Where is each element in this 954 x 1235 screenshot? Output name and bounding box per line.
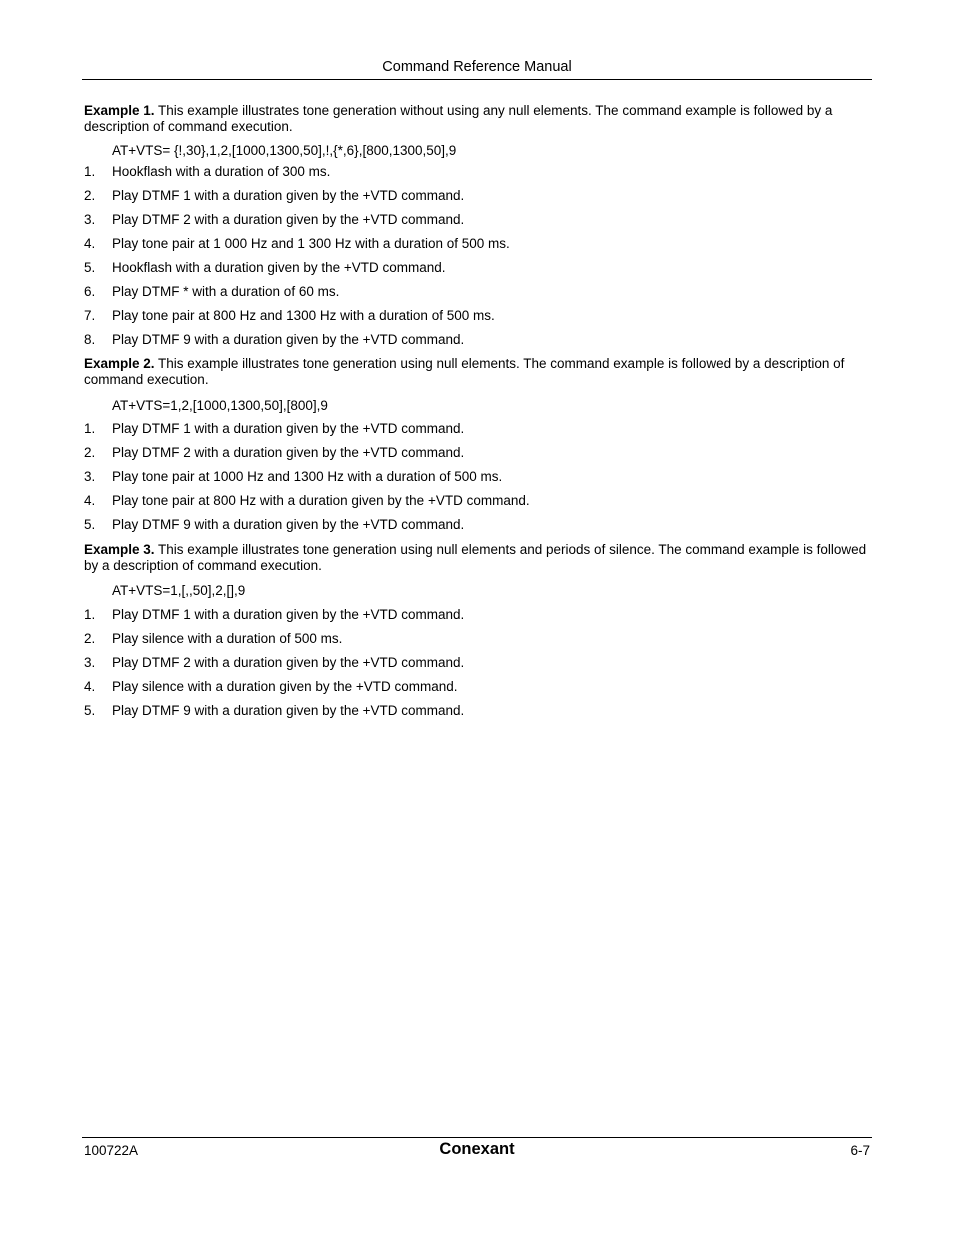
list-item: [84, 332, 872, 348]
list-text: Hookflash with a duration given by the +VTD command.: [112, 260, 446, 275]
list-item: [84, 188, 872, 204]
list-number: 4.: [84, 679, 96, 694]
list-item: [84, 164, 872, 180]
list-item: [84, 493, 872, 509]
list-text: Play DTMF 9 with a duration given by the +VTD command.: [112, 517, 465, 532]
example-1-intro: [84, 103, 872, 135]
list-number: 2.: [84, 445, 96, 460]
list-number: 6.: [84, 284, 96, 299]
list-item: [84, 469, 872, 485]
list-text: Play DTMF 2 with a duration given by the +VTD command.: [112, 445, 465, 460]
footer-rule: [82, 1137, 872, 1138]
list-item: [84, 631, 872, 647]
list-item: [84, 260, 872, 276]
list-number: 3.: [84, 212, 96, 227]
example-3-command: AT+VTS=1,[,,50],2,[],9: [112, 583, 246, 598]
list-text: Play DTMF 2 with a duration given by the +VTD command.: [112, 212, 465, 227]
list-item: [84, 445, 872, 461]
example-3-text: This example illustrates tone generation using null elements and periods of silence. The command example is followed by a description of command execution.: [84, 542, 867, 573]
list-text: Play DTMF 1 with a duration given by the +VTD command.: [112, 421, 465, 436]
list-text: Play tone pair at 1 000 Hz and 1 300 Hz with a duration of 500 ms.: [112, 236, 510, 251]
list-text: Play DTMF * with a duration of 60 ms.: [112, 284, 340, 299]
list-number: 8.: [84, 332, 96, 347]
list-text: Play DTMF 1 with a duration given by the +VTD command.: [112, 607, 465, 622]
example-2-lead: Example 2.: [84, 356, 155, 371]
list-number: 4.: [84, 493, 96, 508]
list-text: Play tone pair at 800 Hz and 1300 Hz with a duration of 500 ms.: [112, 308, 495, 323]
list-item: [84, 703, 872, 719]
example-1-lead: Example 1.: [84, 103, 155, 118]
list-number: 4.: [84, 236, 96, 251]
list-text: Play silence with a duration given by the +VTD command.: [112, 679, 458, 694]
list-text: Play DTMF 9 with a duration given by the +VTD command.: [112, 703, 465, 718]
list-number: 2.: [84, 631, 96, 646]
list-number: 5.: [84, 703, 96, 718]
list-number: 1.: [84, 421, 96, 436]
list-text: Play DTMF 1 with a duration given by the +VTD command.: [112, 188, 465, 203]
footer-company: Conexant: [439, 1140, 515, 1158]
list-number: 7.: [84, 308, 96, 323]
list-item: [84, 607, 872, 623]
list-text: Play DTMF 2 with a duration given by the +VTD command.: [112, 655, 465, 670]
list-text: Play silence with a duration of 500 ms.: [112, 631, 343, 646]
example-2-intro: [84, 356, 872, 388]
list-number: 3.: [84, 469, 96, 484]
list-text: Play DTMF 9 with a duration given by the +VTD command.: [112, 332, 465, 347]
list-number: 1.: [84, 607, 96, 622]
example-3-steps: [84, 607, 872, 719]
footer-page-number: 6-7: [850, 1143, 870, 1158]
example-1-text: This example illustrates tone generation without using any null elements. The command example is followed by a description of command execution.: [84, 103, 833, 134]
list-item: [84, 679, 872, 695]
example-2-steps: [84, 421, 872, 533]
footer-doc-number: 100722A: [84, 1143, 139, 1158]
list-text: Play tone pair at 800 Hz with a duration given by the +VTD command.: [112, 493, 530, 508]
list-item: [84, 236, 872, 252]
list-text: Hookflash with a duration of 300 ms.: [112, 164, 331, 179]
list-number: 5.: [84, 517, 96, 532]
list-number: 3.: [84, 655, 96, 670]
list-item: [84, 308, 872, 324]
list-item: [84, 421, 872, 437]
list-number: 2.: [84, 188, 96, 203]
list-item: [84, 284, 872, 300]
list-item: [84, 212, 872, 228]
header-rule: [82, 79, 872, 80]
example-2-command: AT+VTS=1,2,[1000,1300,50],[800],9: [112, 398, 328, 413]
list-text: Play tone pair at 1000 Hz and 1300 Hz with a duration of 500 ms.: [112, 469, 503, 484]
list-number: 1.: [84, 164, 96, 179]
example-2-text: This example illustrates tone generation using null elements. The command example is followed by a description of command execution.: [84, 356, 845, 387]
page-content: [84, 103, 872, 719]
example-3-intro: [84, 542, 872, 574]
list-number: 5.: [84, 260, 96, 275]
example-1-steps: [84, 164, 872, 348]
list-item: [84, 517, 872, 533]
page-header-title: Command Reference Manual: [382, 59, 572, 75]
example-1-command: AT+VTS= {!,30},1,2,[1000,1300,50],!,{*,6},[800,1300,50],9: [112, 143, 457, 158]
list-item: [84, 655, 872, 671]
example-3-lead: Example 3.: [84, 542, 155, 557]
